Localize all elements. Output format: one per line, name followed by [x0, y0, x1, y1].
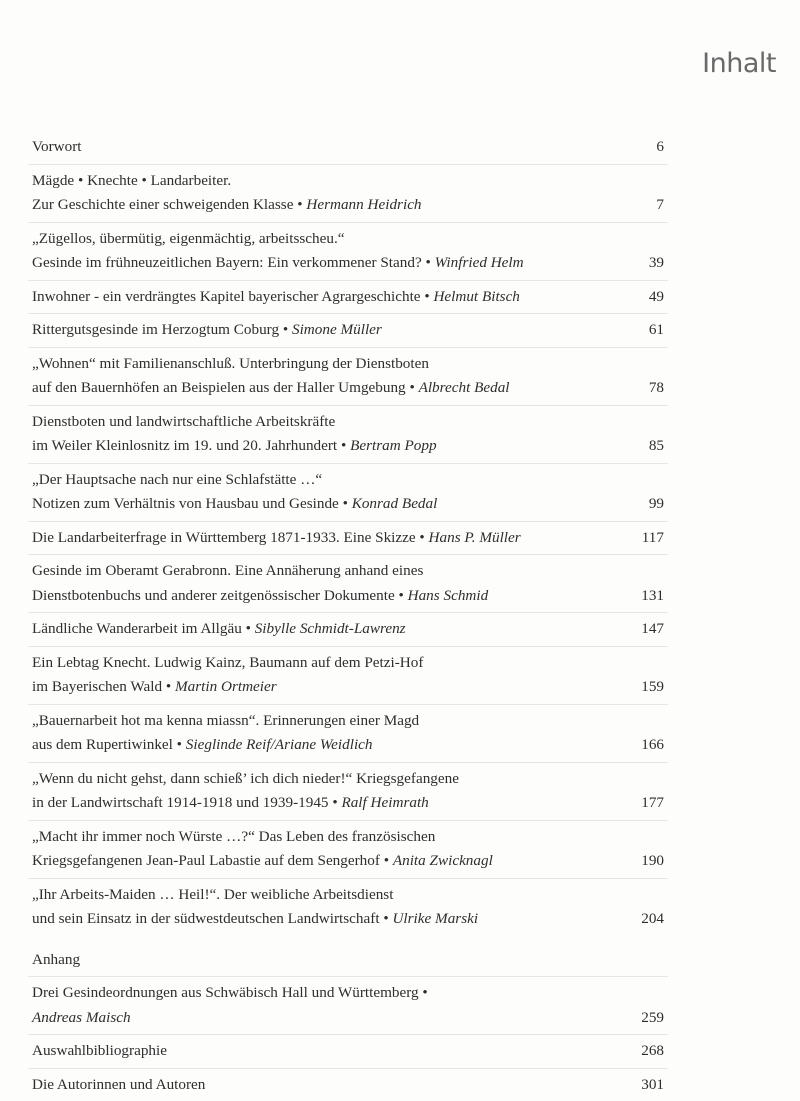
entry-title-text: Gesinde im frühneuzeitlichen Bayern: Ein verkommener Stand? •	[32, 254, 435, 271]
entry-title-line	[32, 981, 614, 1006]
toc-entry	[28, 1034, 668, 1068]
entry-title-text: in der Landwirtschaft 1914-1918 und 1939-1945 •	[32, 794, 341, 811]
entry-title-text: Rittergutsgesinde im Herzogtum Coburg •	[32, 321, 292, 338]
entry-title-text: „Wohnen“ mit Familienanschluß. Unterbringung der Dienstboten	[32, 355, 429, 372]
entry-title-line	[32, 617, 614, 642]
entry-title-line	[32, 907, 614, 932]
toc-entry	[28, 347, 668, 405]
entry-title-line	[32, 135, 614, 160]
toc-entry	[28, 704, 668, 762]
entry-title-text: Dienstbotenbuchs und anderer zeitgenössischer Dokumente •	[32, 587, 408, 604]
entry-title	[32, 767, 614, 816]
entry-title-line	[32, 193, 614, 218]
entry-title-line	[32, 767, 614, 792]
entry-page-number: 147	[614, 617, 664, 642]
toc-entry	[28, 131, 668, 164]
entry-title	[32, 468, 614, 517]
entry-page-number: 99	[614, 492, 664, 517]
entry-title-text: „Macht ihr immer noch Würste …?“ Das Leben des französischen	[32, 828, 435, 845]
appendix-label: Anhang	[32, 948, 80, 973]
entry-title	[32, 883, 614, 932]
entry-author: Andreas Maisch	[32, 1009, 131, 1026]
entry-title-line	[32, 1039, 614, 1064]
entry-page-number: 61	[614, 318, 664, 343]
entry-title-line	[32, 791, 614, 816]
entry-title	[32, 1039, 614, 1064]
entry-title-line	[32, 251, 614, 276]
page-title: Inhalt	[702, 48, 776, 79]
entry-title-line	[32, 825, 614, 850]
toc-entry	[28, 820, 668, 878]
entry-title-text: Ländliche Wanderarbeit im Allgäu •	[32, 620, 255, 637]
entry-title-text: auf den Bauernhöfen an Beispielen aus der Haller Umgebung •	[32, 379, 419, 396]
entry-title-text: Kriegsgefangenen Jean-Paul Labastie auf dem Sengerhof •	[32, 852, 393, 869]
entry-title-text: „Zügellos, übermütig, eigenmächtig, arbeitsscheu.“	[32, 230, 345, 247]
entry-title-text: im Bayerischen Wald •	[32, 678, 175, 695]
toc-entry	[28, 222, 668, 280]
entry-title-line	[32, 318, 614, 343]
toc-entry	[28, 313, 668, 347]
entry-author: Bertram Popp	[350, 437, 436, 454]
entry-title-line	[32, 883, 614, 908]
entry-title-text: „Wenn du nicht gehst, dann schieß’ ich dich nieder!“ Kriegsgefangene	[32, 770, 459, 787]
entry-title-text: und sein Einsatz in der südwestdeutschen Landwirtschaft •	[32, 910, 392, 927]
entry-title	[32, 227, 614, 276]
entry-author: Hans Schmid	[408, 587, 489, 604]
entry-title	[32, 825, 614, 874]
entry-author: Ulrike Marski	[392, 910, 478, 927]
appendix-heading	[28, 936, 668, 977]
entry-title-text: Die Landarbeiterfrage in Württemberg 1871-1933. Eine Skizze •	[32, 529, 429, 546]
entry-title-text: Dienstboten und landwirtschaftliche Arbeitskräfte	[32, 413, 335, 430]
entry-title-line	[32, 410, 614, 435]
entry-title	[32, 1073, 614, 1098]
entry-title-text: Zur Geschichte einer schweigenden Klasse •	[32, 196, 306, 213]
entry-page-number: 204	[614, 907, 664, 932]
entry-title-line	[32, 285, 614, 310]
entry-page-number: 6	[614, 135, 664, 160]
entry-title-line	[32, 492, 614, 517]
entry-title-text: Ein Lebtag Knecht. Ludwig Kainz, Baumann auf dem Petzi-Hof	[32, 654, 423, 671]
entry-page-number: 49	[614, 285, 664, 310]
entry-title-text: Die Autorinnen und Autoren	[32, 1076, 205, 1093]
entry-author: Ralf Heimrath	[341, 794, 428, 811]
entry-title-text: Notizen zum Verhältnis von Hausbau und Gesinde •	[32, 495, 352, 512]
entry-title-line	[32, 376, 614, 401]
entry-page-number: 131	[614, 584, 664, 609]
entry-author: Winfried Helm	[435, 254, 524, 271]
toc-entry	[28, 405, 668, 463]
toc-entry	[28, 646, 668, 704]
entry-title	[32, 352, 614, 401]
toc-entry	[28, 164, 668, 222]
entry-page-number: 85	[614, 434, 664, 459]
entry-page-number: 39	[614, 251, 664, 276]
entry-title	[32, 559, 614, 608]
entry-title	[32, 169, 614, 218]
entry-title-line	[32, 227, 614, 252]
entry-author: Hermann Heidrich	[306, 196, 421, 213]
entry-title-line	[32, 526, 614, 551]
entry-page-number: 166	[614, 733, 664, 758]
toc-entry	[28, 463, 668, 521]
entry-author: Sieglinde Reif/Ariane Weidlich	[186, 736, 373, 753]
entry-title	[32, 410, 614, 459]
toc-entry	[28, 554, 668, 612]
entry-title	[32, 285, 614, 310]
entry-title-text: Auswahlbibliographie	[32, 1042, 167, 1059]
entry-title	[32, 135, 614, 160]
entry-title-line	[32, 675, 614, 700]
entry-title-text: im Weiler Kleinlosnitz im 19. und 20. Jahrhundert •	[32, 437, 350, 454]
entry-title-line	[32, 651, 614, 676]
entry-title-text: „Ihr Arbeits-Maiden … Heil!“. Der weibliche Arbeitsdienst	[32, 886, 393, 903]
entry-author: Sibylle Schmidt-Lawrenz	[255, 620, 406, 637]
entry-title-line	[32, 733, 614, 758]
entry-title	[32, 617, 614, 642]
entry-title-line	[32, 169, 614, 194]
entry-page-number: 301	[614, 1073, 664, 1098]
table-of-contents	[28, 131, 668, 1101]
entry-title-line	[32, 559, 614, 584]
entry-title-line	[32, 584, 614, 609]
entry-title-text: Drei Gesindeordnungen aus Schwäbisch Hall und Württemberg •	[32, 984, 428, 1001]
entry-title-line	[32, 468, 614, 493]
entry-author: Hans P. Müller	[429, 529, 521, 546]
entry-title-text: „Bauernarbeit hot ma kenna miassn“. Erinnerungen einer Magd	[32, 712, 419, 729]
entry-author: Martin Ortmeier	[175, 678, 277, 695]
entry-title-text: Inwohner - ein verdrängtes Kapitel bayerischer Agrargeschichte •	[32, 288, 433, 305]
entry-title-text: aus dem Rupertiwinkel •	[32, 736, 186, 753]
entry-title-line	[32, 1073, 614, 1098]
entry-page-number: 117	[614, 526, 664, 551]
entry-page-number: 159	[614, 675, 664, 700]
entry-author: Simone Müller	[292, 321, 382, 338]
toc-entry	[28, 612, 668, 646]
entry-title-line	[32, 352, 614, 377]
entry-page-number: 7	[614, 193, 664, 218]
toc-entry	[28, 1068, 668, 1101]
toc-entry	[28, 521, 668, 555]
entry-title	[32, 651, 614, 700]
entry-title	[32, 981, 614, 1030]
entry-page-number: 78	[614, 376, 664, 401]
entry-title-text: „Der Hauptsache nach nur eine Schlafstätte …“	[32, 471, 322, 488]
entry-page-number: 177	[614, 791, 664, 816]
toc-entry	[28, 976, 668, 1034]
entry-title	[32, 709, 614, 758]
entry-title-text: Vorwort	[32, 138, 82, 155]
entry-author: Anita Zwicknagl	[393, 852, 493, 869]
toc-entry	[28, 280, 668, 314]
toc-entry	[28, 878, 668, 936]
entry-title	[32, 318, 614, 343]
entry-title	[32, 526, 614, 551]
toc-entry	[28, 762, 668, 820]
entry-title-text: Mägde • Knechte • Landarbeiter.	[32, 172, 231, 189]
entry-page-number: 190	[614, 849, 664, 874]
entry-title-text: Gesinde im Oberamt Gerabronn. Eine Annäherung anhand eines	[32, 562, 423, 579]
entry-author: Helmut Bitsch	[433, 288, 519, 305]
entry-title-line	[32, 434, 614, 459]
entry-page-number: 259	[614, 1006, 664, 1031]
entry-page-number: 268	[614, 1039, 664, 1064]
entry-title-line	[32, 1006, 614, 1031]
entry-author: Albrecht Bedal	[419, 379, 510, 396]
entry-title-line	[32, 849, 614, 874]
entry-title-line	[32, 709, 614, 734]
entry-author: Konrad Bedal	[352, 495, 438, 512]
